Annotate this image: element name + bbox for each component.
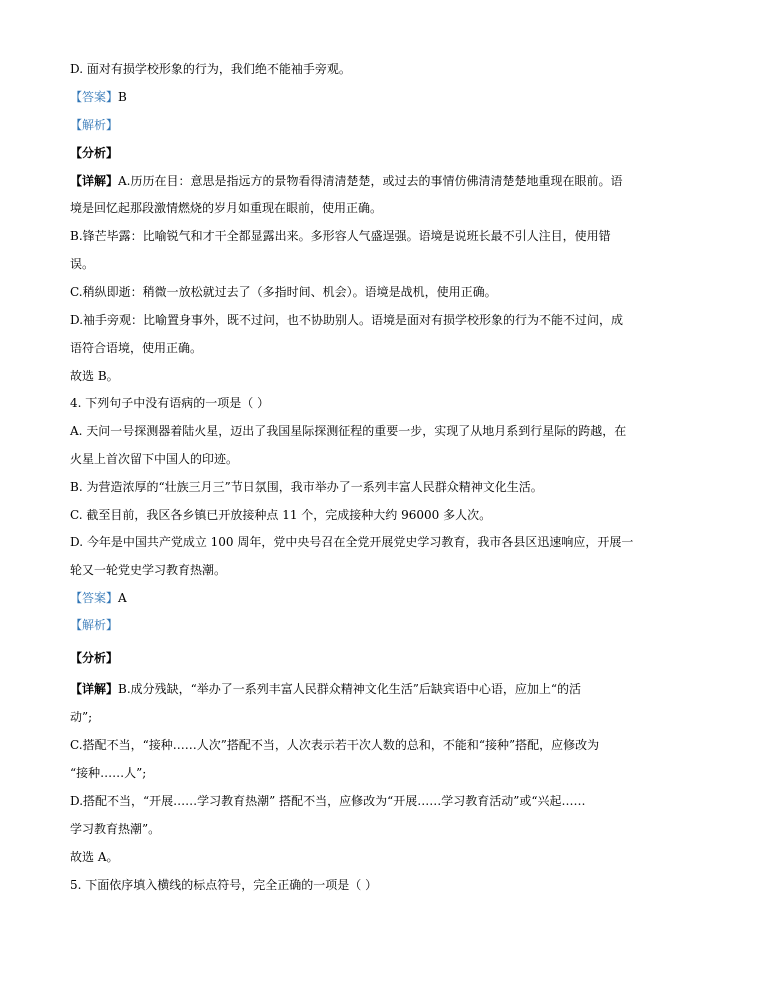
q4-detail-line-6: 学习教育热潮”。: [70, 822, 161, 836]
q4-detail-line-5: D.搭配不当，“开展……学习教育热潮” 搭配不当，应修改为“开展……学习教育活动”或“兴起……: [70, 794, 586, 808]
q4-analysis-label: 【解析】: [70, 618, 119, 632]
answer-value: A: [118, 591, 127, 605]
q3-fenxi-label: 【分析】: [70, 146, 119, 160]
q4-answer: [70, 590, 127, 606]
q3-analysis-label: 【解析】: [70, 118, 119, 132]
q4-option-b: B. 为营造浓厚的“壮族三月三”节日氛围，我市举办了一系列丰富人民群众精神文化生活。: [70, 480, 543, 494]
q4-option-c: C. 截至目前，我区各乡镇已开放接种点 11 个，完成接种大约 96000 多人次。: [70, 508, 492, 522]
detail-label: 【详解】: [70, 682, 119, 696]
q3-detail-line-5: C.稍纵即逝：稍微一放松就过去了（多指时间、机会）。语境是战机，使用正确。: [70, 285, 497, 299]
q3-option-d: D. 面对有损学校形象的行为，我们绝不能袖手旁观。: [70, 62, 351, 76]
answer-label: 【答案】: [70, 591, 119, 605]
q4-detail-line-3: C.搭配不当，“接种……人次”搭配不当，人次表示若干次人数的总和，不能和“接种”搭配，应修改为: [70, 738, 600, 752]
q3-detail-line-4: 误。: [70, 257, 95, 271]
q3-answer: [70, 89, 127, 105]
q4-conclusion: 故选 A。: [70, 850, 119, 864]
q4-question: 4. 下列句子中没有语病的一项是（ ）: [70, 396, 270, 410]
q3-conclusion: 故选 B。: [70, 369, 119, 383]
q4-option-d-line-2: 轮又一轮党史学习教育热潮。: [70, 563, 227, 577]
q5-question: 5. 下面依序填入横线的标点符号，完全正确的一项是（ ）: [70, 878, 378, 892]
q4-detail-line-4: “接种……人”;: [70, 766, 147, 780]
q4-detail-line-1: 【详解】B.成分残缺，“举办了一系列丰富人民群众精神文化生活”后缺宾语中心语，应加上“的活: [70, 682, 582, 696]
q4-detail-line-2: 动”;: [70, 710, 93, 724]
q4-option-d-line-1: D. 今年是中国共产党成立 100 周年，党中央号召在全党开展党史学习教育，我市各县区迅速响应，开展一: [70, 535, 634, 549]
q3-detail-line-2: 境是回忆起那段激情燃烧的岁月如重现在眼前，使用正确。: [70, 201, 383, 215]
q4-option-a-line-1: A. 天问一号探测器着陆火星，迈出了我国星际探测征程的重要一步，实现了从地月系到行星际的跨越，在: [70, 424, 627, 438]
q3-detail-line-1: 【详解】A.历历在目：意思是指远方的景物看得清清楚楚，或过去的事情仿佛清清楚楚地重现在眼前。语: [70, 174, 623, 188]
answer-label: 【答案】: [70, 90, 119, 104]
q3-detail-line-7: 语符合语境，使用正确。: [70, 341, 203, 355]
q4-fenxi-label: 【分析】: [70, 651, 119, 665]
q3-detail-line-3: B.锋芒毕露：比喻锐气和才干全都显露出来。多形容人气盛逞强。语境是说班长最不引人注目，使用错: [70, 229, 611, 243]
q4-option-a-line-2: 火星上首次留下中国人的印迹。: [70, 452, 239, 466]
q3-detail-line-6: D.袖手旁观：比喻置身事外，既不过问，也不协助别人。语境是面对有损学校形象的行为不能不过问，成: [70, 313, 624, 327]
detail-label: 【详解】: [70, 174, 119, 188]
answer-value: B: [118, 90, 127, 104]
